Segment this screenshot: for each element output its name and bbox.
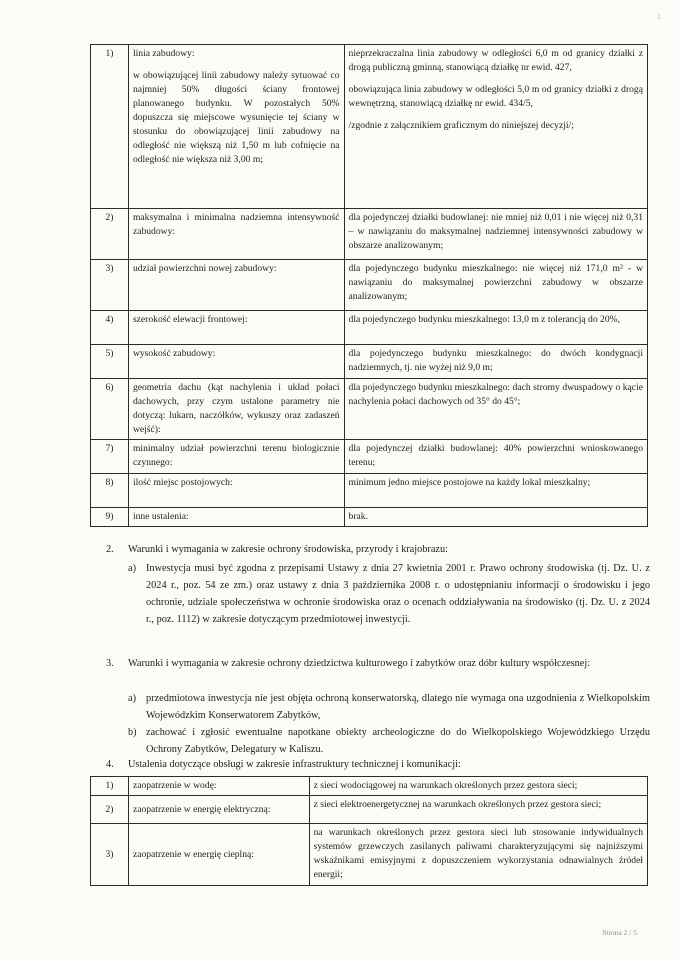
row-number: 3) bbox=[91, 260, 129, 311]
page-number: Strona 2 / 5 bbox=[602, 928, 637, 937]
row-number: 1) bbox=[91, 777, 129, 796]
infrastructure-label: zaopatrzenie w energię cieplną: bbox=[128, 824, 309, 886]
section-3-item-a: a) przedmiotowa inwestycja nie jest objęta ochroną konserwatorską, dlatego nie wymaga ona uzgodnienia z Wielkopolskim Wojewódzkim Konserwatorem Zabytków, bbox=[128, 693, 650, 721]
value-paragraph: brak. bbox=[348, 511, 368, 522]
label-paragraph: szerokość elewacji frontowej: bbox=[132, 314, 248, 325]
parameter-label bbox=[128, 345, 344, 379]
value-paragraph: dla pojedynczego budynku mieszkalnego: dach stromy dwuspadowy o kącie nachylenia połaci dachowych od 35° do 45°; bbox=[348, 382, 643, 407]
value-paragraph: dla pojedynczego budynku mieszkalnego: do dwóch kondygnacji nadziemnych, tj. nie wyżej niż 9,0 m; bbox=[348, 348, 643, 373]
section-3-heading: 3. Warunki i wymagania w zakresie ochrony dziedzictwa kulturowego i zabytków oraz dóbr kultury współczesnej: bbox=[106, 658, 591, 669]
infrastructure-value: na warunkach określonych przez gestora sieci lub stosowanie indywidualnych systemów grzewczych zasilanych paliwami charakteryzującymi się najniższymi wskaźnikami emisyjnymi z dopuszczeniem wykorzystania odnawialnych źródeł energii; bbox=[309, 824, 647, 886]
row-number: 5) bbox=[91, 345, 129, 379]
row-number: 9) bbox=[91, 508, 129, 527]
value-paragraph: dla pojedynczego budynku mieszkalnego: 13,0 m z tolerancją do 20%, bbox=[348, 314, 621, 325]
value-paragraph: obowiązująca linia zabudowy w odległości 5,0 m od granicy działki z drogą wewnętrzną, stanowiącą działkę nr ewid. 434/5, bbox=[348, 84, 643, 109]
parameter-label bbox=[128, 440, 344, 474]
parameter-label bbox=[128, 311, 344, 345]
label-paragraph: w obowiązującej linii zabudowy należy sytuować co najmniej 50% długości ściany frontowej planowanego budynku. W pozostałych 50% dopuszcza się miejscowe wysunięcie tej ściany w stosunku do obowiązującej linii zabudowy na odległość nie większą niż 1,50 m lub cofnięcie na odległość nie większa niż 3,00 m; bbox=[132, 70, 340, 165]
parameter-label bbox=[128, 508, 344, 527]
row-number: 8) bbox=[91, 474, 129, 508]
row-number: 4) bbox=[91, 311, 129, 345]
section-2-heading: 2. Warunki i wymagania w zakresie ochrony środowiska, przyrody i krajobrazu: bbox=[106, 544, 448, 555]
parameter-value bbox=[344, 45, 647, 209]
value-paragraph: nieprzekraczalna linia zabudowy w odległości 6,0 m od granicy działki z drogą publiczną gminną, stanowiącą działkę nr ewid. 427, bbox=[348, 48, 643, 73]
infrastructure-row bbox=[91, 796, 648, 824]
row-number: 2) bbox=[91, 796, 129, 824]
value-paragraph: /zgodnie z załącznikiem graficznym do niniejszej decyzji/; bbox=[348, 120, 574, 131]
parameter-label bbox=[128, 209, 344, 260]
label-paragraph: udział powierzchni nowej zabudowy: bbox=[132, 263, 277, 274]
row-number: 1) bbox=[91, 45, 129, 209]
parameter-value bbox=[344, 260, 647, 311]
section-4-heading: 4. Ustalenia dotyczące obsługi w zakresie infrastruktury technicznej i komunikacji: bbox=[106, 759, 461, 770]
parameter-row bbox=[91, 260, 648, 311]
parameter-value bbox=[344, 345, 647, 379]
infrastructure-value: z sieci wodociągowej na warunkach określonych przez gestora sieci; bbox=[309, 777, 647, 796]
row-number: 7) bbox=[91, 440, 129, 474]
infrastructure-table bbox=[90, 776, 648, 886]
label-paragraph: maksymalna i minimalna nadziemna intensywność zabudowy: bbox=[132, 212, 340, 237]
label-paragraph: inne ustalenia: bbox=[132, 511, 189, 522]
value-paragraph: dla pojedynczej działki budowlanej: nie mniej niż 0,01 i nie więcej niż 0,31 – w nawiązaniu do maksymalnej nadziemnej intensywności zabudowy w obszarze analizowanym; bbox=[348, 212, 643, 251]
section-3-item-b: b) zachować i zgłosić ewentualne napotkane obiekty archeologiczne do do Wielkopolskiego Wojewódzkiego Urzędu Ochrony Zabytków, Delegatury w Kaliszu. bbox=[128, 727, 650, 755]
parameter-row bbox=[91, 474, 648, 508]
infrastructure-value: z sieci elektroenergetycznej na warunkach określonych przez gestora sieci; bbox=[309, 796, 647, 824]
building-parameters-table bbox=[90, 44, 648, 527]
label-paragraph: ilość miejsc postojowych: bbox=[132, 477, 233, 488]
parameter-row bbox=[91, 379, 648, 440]
value-paragraph: dla pojedynczej działki budowlanej: 40% powierzchni wnioskowanego terenu; bbox=[348, 443, 643, 468]
parameter-row bbox=[91, 209, 648, 260]
infrastructure-label: zaopatrzenie w wodę: bbox=[128, 777, 309, 796]
label-paragraph: linia zabudowy: bbox=[132, 48, 195, 59]
parameter-label bbox=[128, 474, 344, 508]
parameter-value bbox=[344, 379, 647, 440]
infrastructure-row bbox=[91, 777, 648, 796]
row-number: 2) bbox=[91, 209, 129, 260]
parameter-value bbox=[344, 508, 647, 527]
parameter-row bbox=[91, 345, 648, 379]
parameter-label bbox=[128, 379, 344, 440]
parameter-row bbox=[91, 440, 648, 474]
parameter-row bbox=[91, 508, 648, 527]
parameter-value bbox=[344, 311, 647, 345]
row-number: 6) bbox=[91, 379, 129, 440]
parameter-label bbox=[128, 260, 344, 311]
label-paragraph: geometria dachu (kąt nachylenia i układ połaci dachowych, przy czym ustalone parametry nie dotyczą: lukarn, naczółków, wykuszy oraz zadaszeń wejść): bbox=[132, 382, 340, 435]
parameter-value bbox=[344, 440, 647, 474]
parameter-row bbox=[91, 311, 648, 345]
label-paragraph: minimalny udział powierzchni terenu biologicznie czynnego: bbox=[132, 443, 340, 468]
parameter-value bbox=[344, 474, 647, 508]
parameter-value bbox=[344, 209, 647, 260]
row-number: 3) bbox=[91, 824, 129, 886]
parameter-row bbox=[91, 45, 648, 209]
value-paragraph: dla pojedynczego budynku mieszkalnego: nie więcej niż 171,0 m² - w nawiązaniu do maksymalnej powierzchni zabudowy w obszarze analizowanym; bbox=[348, 263, 643, 302]
infrastructure-row bbox=[91, 824, 648, 886]
value-paragraph: minimum jedno miejsce postojowe na każdy lokal mieszkalny; bbox=[348, 477, 591, 488]
label-paragraph: wysokość zabudowy: bbox=[132, 348, 216, 359]
section-2-item-a: a) Inwestycja musi być zgodna z przepisami Ustawy z dnia 27 kwietnia 2001 r. Prawo ochrony środowiska (tj. Dz. U. z 2024 r., poz. 54 ze zm.) oraz ustawy z dnia 3 października 2008 r. o udostępnianiu informacji o środowisku i jego ochronie, udziale społeczeństwa w ochronie środowiska oraz o ocenach oddziaływania na środowisko (tj. Dz. U. z 2024 r., poz. 1112) w zakresie dotyczącym przedmiotowej inwestycji. bbox=[128, 563, 650, 625]
page-corner-mark: 1 bbox=[657, 12, 661, 21]
parameter-label bbox=[128, 45, 344, 209]
infrastructure-label: zaopatrzenie w energię elektryczną: bbox=[128, 796, 309, 824]
